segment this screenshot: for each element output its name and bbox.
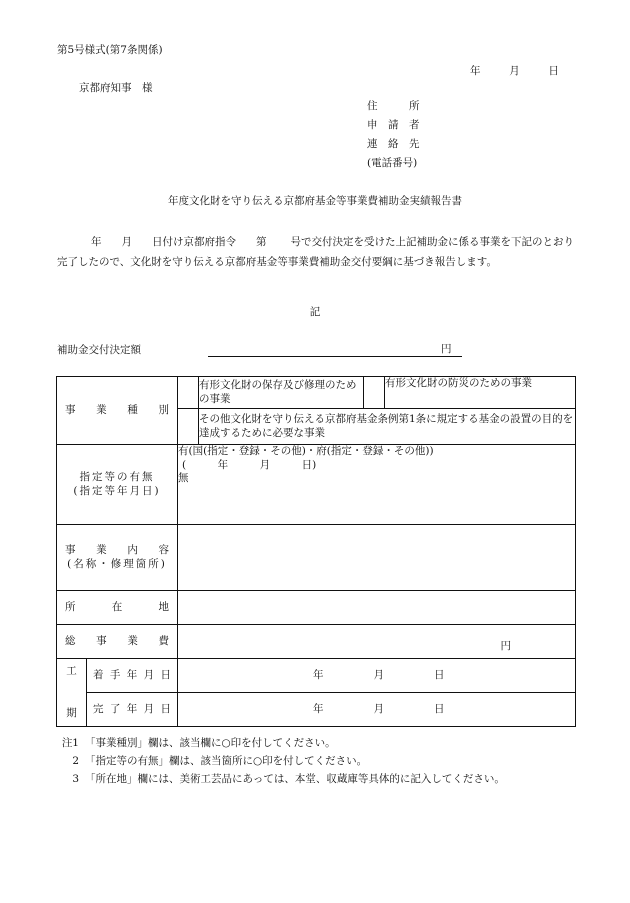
amount-field[interactable] xyxy=(208,344,462,357)
applicant-name-label: 申 請 者 xyxy=(367,119,420,131)
designation-label xyxy=(57,445,178,525)
location-label: 所 在 地 xyxy=(57,591,178,625)
start-date-field[interactable] xyxy=(178,659,576,693)
designation-yes: 有(国(指定・登録・その他)・府(指定・登録・その他)) xyxy=(178,445,434,457)
amount-unit: 円 xyxy=(441,343,452,355)
document-title: 年度文化財を守り伝える京都府基金等事業費補助金実績報告書 xyxy=(168,195,462,207)
end-year: 年 xyxy=(313,702,324,715)
applicant-address-label: 住 所 xyxy=(367,100,420,112)
option3-checkbox[interactable] xyxy=(178,409,199,445)
option3-label: その他文化財を守り伝える京都府基金条例第1条に規定する基金の設置の目的を達成するために必要な事業 xyxy=(199,409,576,445)
applicant-block xyxy=(367,101,420,177)
designation-subtitle: (指定等年月日) xyxy=(73,484,161,497)
notes xyxy=(57,738,505,792)
applicant-contact-label: 連 絡 先 xyxy=(367,138,420,150)
content-label xyxy=(57,525,178,591)
note-item: 3 「所在地」欄には、美術工芸品にあっては、本堂、収蔵庫等具体的に記入してください。 xyxy=(72,773,505,785)
start-month: 月 xyxy=(373,668,384,681)
date-day: 日 xyxy=(548,65,559,77)
content-title: 事 業 内 容 xyxy=(65,543,169,556)
date-year: 年 xyxy=(470,65,481,77)
end-date-field[interactable] xyxy=(178,693,576,727)
body-no: 第 xyxy=(256,236,267,248)
cost-field[interactable] xyxy=(178,625,576,659)
cost-label: 総 事 業 費 xyxy=(57,625,178,659)
option2-checkbox[interactable] xyxy=(364,377,385,409)
option2-label: 有形文化財の防災のための事業 xyxy=(385,377,576,409)
body-paragraph xyxy=(57,232,581,272)
note-item: 注1 「事業種別」欄は、該当欄に○印を付してください。 xyxy=(61,737,336,749)
period-label xyxy=(57,659,87,727)
end-date-label: 完 了 年 月 日 xyxy=(87,693,178,727)
start-date-label: 着 手 年 月 日 xyxy=(87,659,178,693)
note-item: 2 「指定等の有無」欄は、該当箇所に○印を付してください。 xyxy=(72,755,368,767)
date-month: 月 xyxy=(509,65,520,77)
report-date xyxy=(470,66,559,77)
designation-field[interactable] xyxy=(178,445,576,525)
cost-unit: 円 xyxy=(500,640,511,653)
body-year: 年 xyxy=(91,236,102,248)
period-label-1: 工 xyxy=(66,664,77,677)
designation-title: 指定等の有無 xyxy=(79,470,155,483)
content-field[interactable] xyxy=(178,525,576,591)
location-field[interactable] xyxy=(178,591,576,625)
amount-label: 補助金交付決定額 xyxy=(57,344,141,356)
body-date-text: 日付け京都府指令 xyxy=(152,236,236,248)
period-label-2: 期 xyxy=(66,706,77,719)
ki-heading: 記 xyxy=(309,306,321,318)
start-day: 日 xyxy=(434,668,445,681)
addressee: 京都府知事 様 xyxy=(79,82,153,94)
applicant-phone-label: (電話番号) xyxy=(367,157,418,169)
designation-date: ( 年 月 日) xyxy=(182,458,317,471)
designation-no: 無 xyxy=(178,472,189,485)
start-year: 年 xyxy=(313,668,324,681)
end-month: 月 xyxy=(373,702,384,715)
body-rest: 号で交付決定を受けた上記補助金に係る事業を下記のとおり完了したので、文化財を守り伝える京都府基金等事業費補助金交付要綱に基づき報告します。 xyxy=(57,236,574,268)
content-subtitle: (名称・修理箇所) xyxy=(67,557,167,570)
option1-label: 有形文化財の保存及び修理のための事業 xyxy=(199,377,364,409)
body-month: 月 xyxy=(121,236,132,248)
form-number: 第5号様式(第7条関係) xyxy=(57,44,163,56)
project-type-label: 事 業 種 別 xyxy=(57,377,178,445)
option1-checkbox[interactable] xyxy=(178,377,199,409)
report-table xyxy=(56,376,576,727)
end-day: 日 xyxy=(434,702,445,715)
